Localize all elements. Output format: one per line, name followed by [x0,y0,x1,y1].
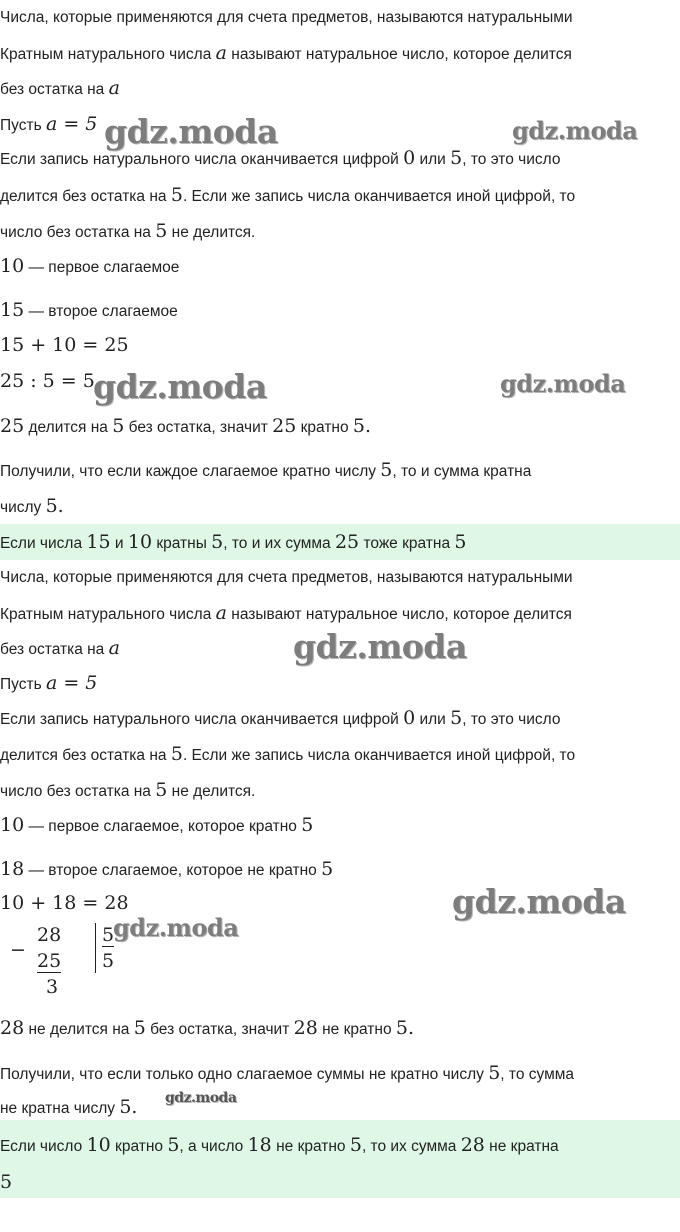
second-term-2: 18 — второе слагаемое, которое не кратно 5 [0,858,334,880]
divisibility-rule-2-line-3: число без остатка на 5 не делится. [0,779,256,801]
divisibility-rule-line-3: число без остатка на 5 не делится. [0,220,256,242]
watermark-logo: gdz.moda [93,367,267,406]
conclusion-line-2: числу 5. [0,495,64,517]
multiple-definition-2-line-1: Кратным натурального числа a называют натуральное число, которое делится [0,602,572,624]
answer-2-line-2: 5 [0,1171,13,1193]
let-statement: Пусть a = 5 [0,113,98,135]
watermark-logo: gdz.moda [293,627,467,666]
divisibility-check-2: 28 не делится на 5 без остатка, значит 28 не кратно 5. [0,1017,415,1039]
natural-numbers-definition-2: Числа, которые применяются для счета предметов, называются натуральными [0,569,573,586]
division-dividend: 28 [37,924,62,946]
watermark-logo: gdz.moda [512,116,638,145]
conclusion-line-1: Получили, что если каждое слагаемое кратно числу 5, то и сумма кратна [0,459,532,481]
answer-2-line-1: Если число 10 кратно 5, а число 18 не кратно 5, то их сумма 28 не кратна [0,1134,559,1156]
second-term: 15 — второе слагаемое [0,299,178,321]
division-remainder: 3 [46,976,59,998]
division-divisor: 5 [102,924,115,946]
natural-numbers-definition: Числа, которые применяются для счета предметов, называются натуральными [0,9,573,26]
first-term: 10 — первое слагаемое [0,255,180,277]
division-subtract: 25 [37,950,62,972]
conclusion-2-line-1: Получили, что если только одно слагаемое суммы не кратно числу 5, то сумма [0,1062,575,1084]
sum-equation-2: 10 + 18 = 28 [0,892,129,914]
division-minus: − [10,939,26,961]
watermark-logo: gdz.moda [165,1090,237,1106]
watermark-logo: gdz.moda [113,913,239,942]
first-term-2: 10 — первое слагаемое, которое кратно 5 [0,814,314,836]
divisibility-check: 25 делится на 5 без остатка, значит 25 кратно 5. [0,415,372,437]
multiple-definition-line-1: Кратным натурального числа a называют натуральное число, которое делится [0,42,572,64]
multiple-definition-2-line-2: без остатка на a [0,637,120,659]
watermark-logo: gdz.moda [500,369,626,398]
watermark-logo: gdz.moda [104,112,278,151]
conclusion-2-line-2: не кратна числу 5. [0,1096,138,1118]
divisibility-rule-2-line-1: Если запись натурального числа оканчивается цифрой 0 или 5, то это число [0,707,561,729]
let-statement-2: Пусть a = 5 [0,672,98,694]
divisibility-rule-line-2: делится без остатка на 5. Если же запись числа оканчивается иной цифрой, то [0,184,576,206]
division-quotient: 5 [102,950,115,972]
sum-equation: 15 + 10 = 25 [0,334,129,356]
divisibility-rule-2-line-2: делится без остатка на 5. Если же запись числа оканчивается иной цифрой, то [0,743,576,765]
divisibility-rule-line-1: Если запись натурального числа оканчивается цифрой 0 или 5, то это число [0,147,561,169]
division-equation: 25 : 5 = 5 [0,370,95,392]
answer-1: Если числа 15 и 10 кратны 5, то и их сумма 25 тоже кратна 5 [0,531,467,553]
watermark-logo: gdz.moda [452,882,626,921]
multiple-definition-line-2: без остатка на a [0,77,120,99]
